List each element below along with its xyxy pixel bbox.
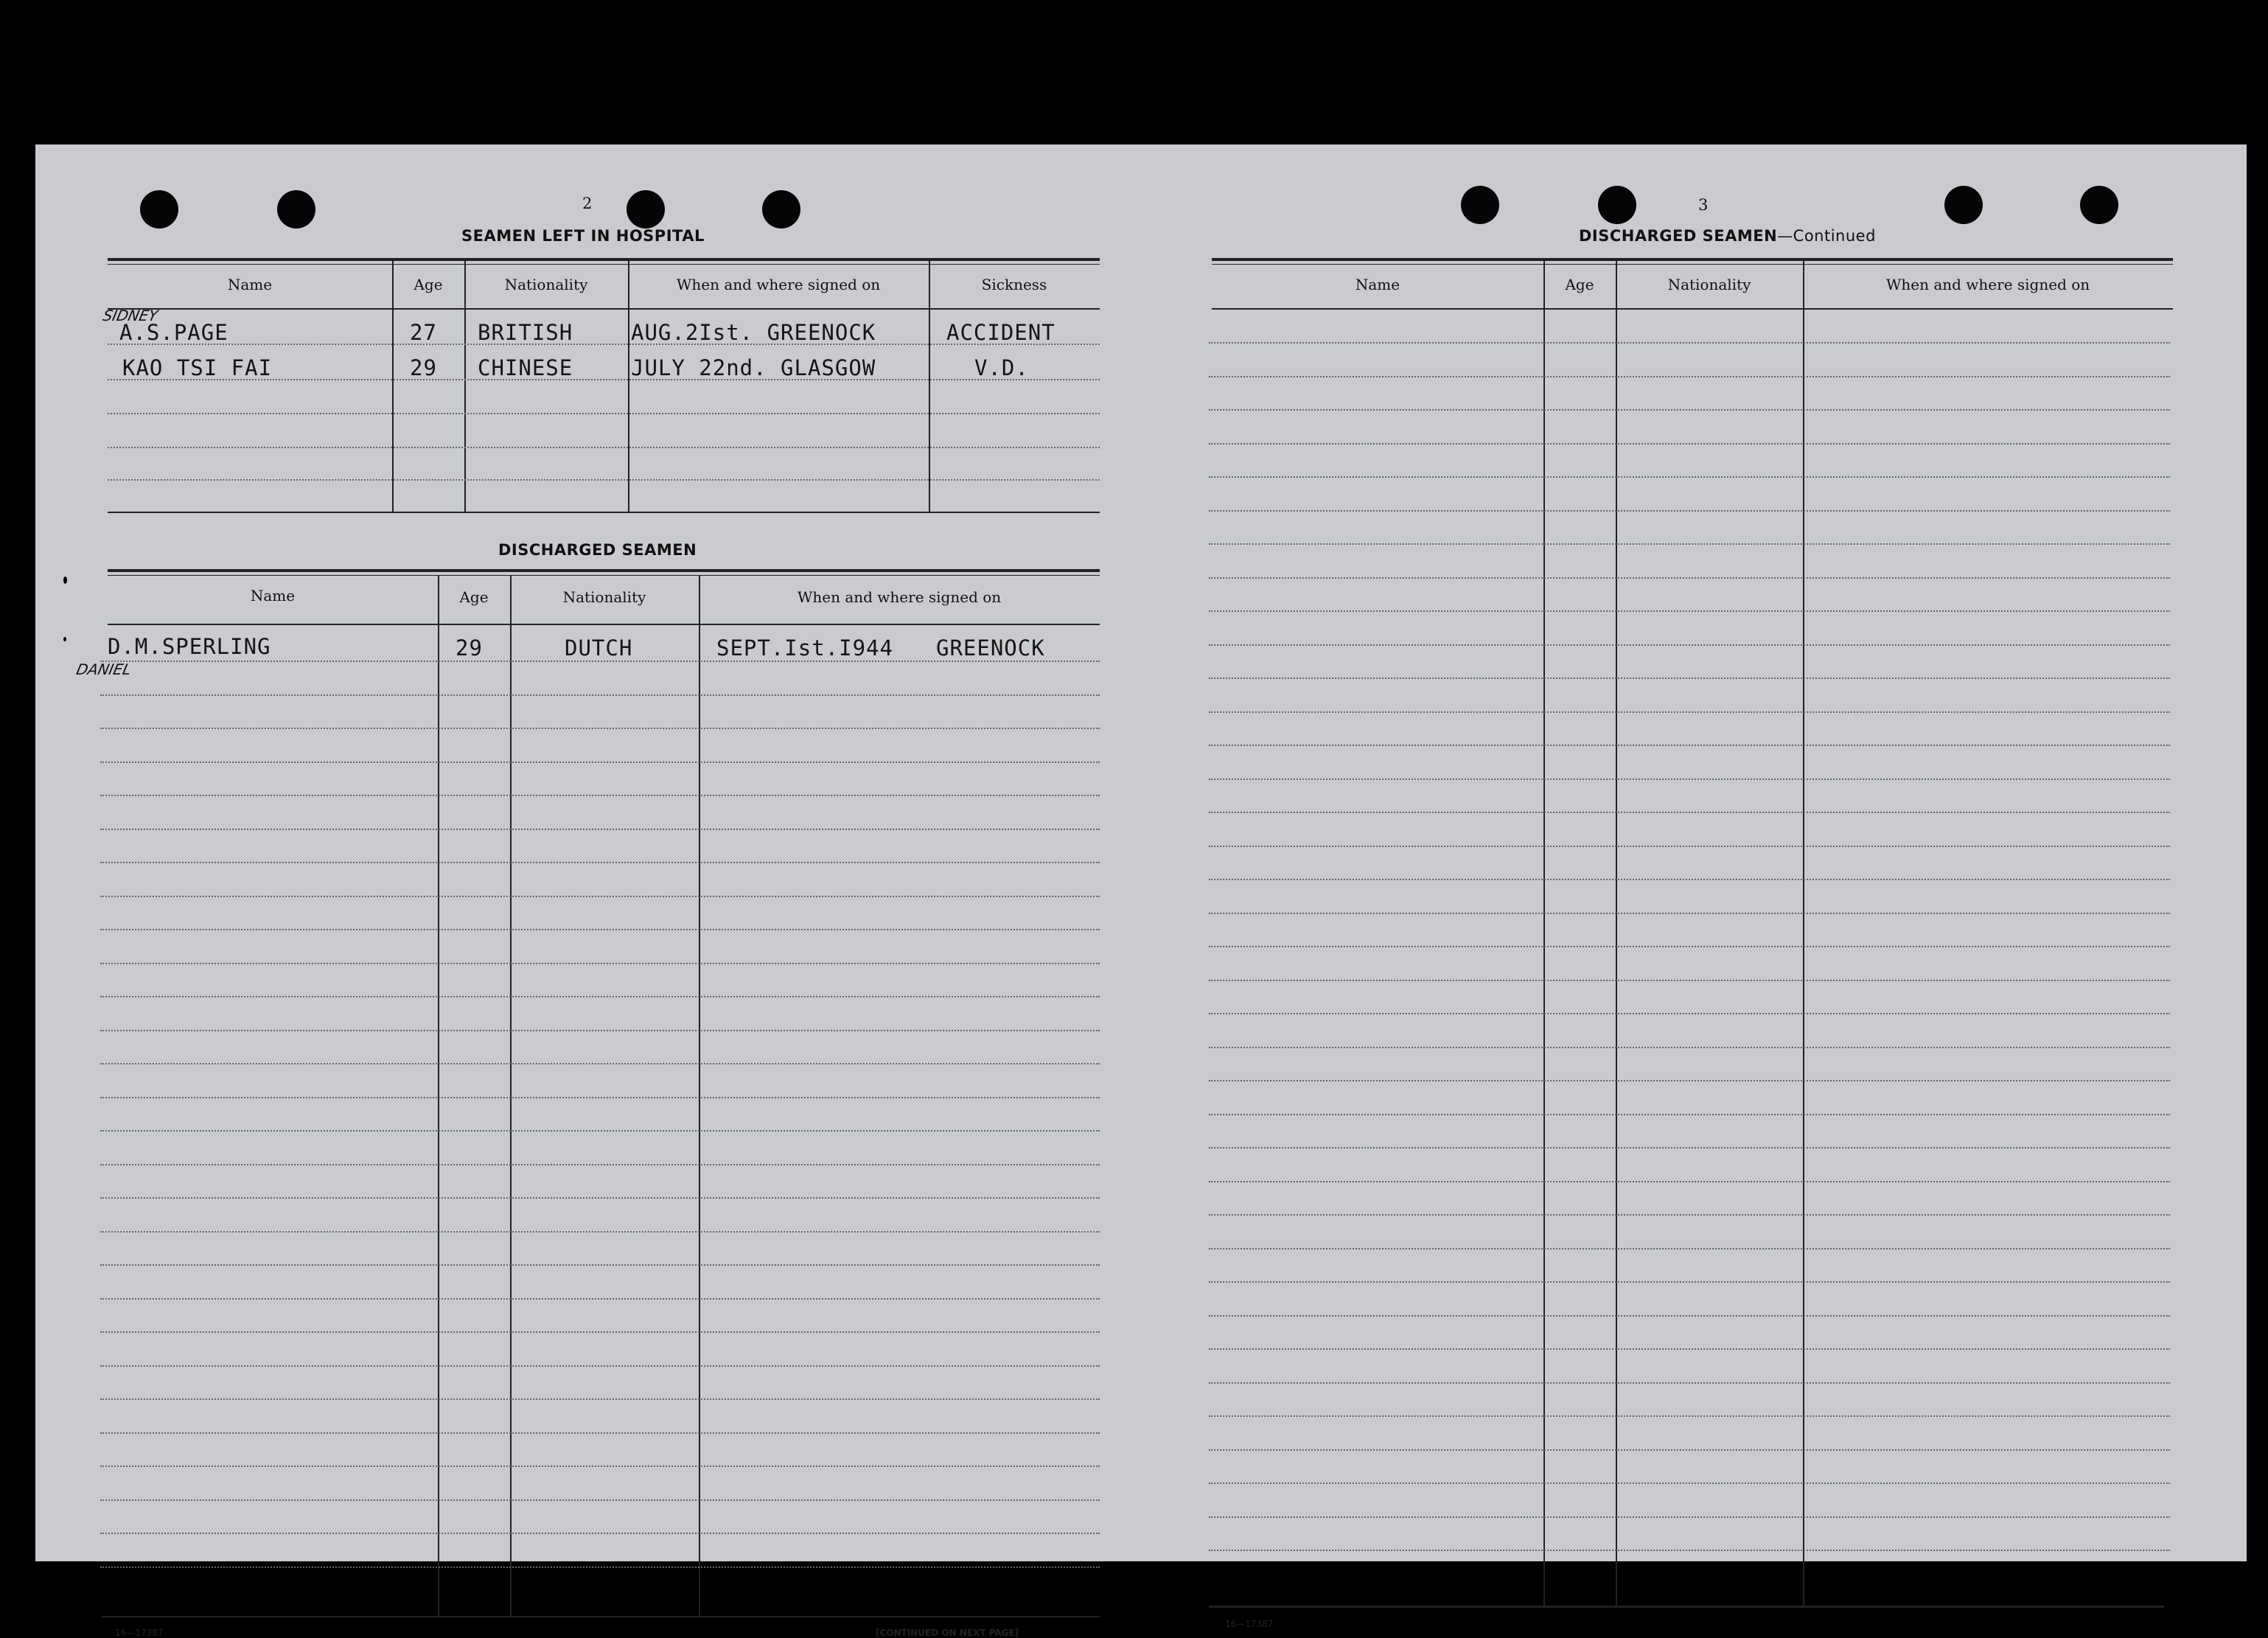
row-line bbox=[1209, 677, 2170, 679]
column-header-name: Name bbox=[227, 276, 273, 293]
row-line bbox=[100, 1298, 1100, 1300]
row-line bbox=[1209, 846, 2170, 847]
header-divider bbox=[108, 308, 1100, 310]
margin-mark bbox=[63, 576, 67, 584]
discharged-continued-title bbox=[1579, 227, 1876, 245]
table-top-rule bbox=[1212, 264, 2173, 265]
form-number: 16—17387 bbox=[115, 1628, 164, 1638]
row-line bbox=[100, 1432, 1100, 1434]
form-number: 16—17387 bbox=[1225, 1619, 1274, 1629]
row-line bbox=[100, 862, 1100, 863]
row-line bbox=[1209, 1550, 2170, 1551]
punch-hole bbox=[762, 190, 800, 229]
column-divider bbox=[628, 261, 629, 512]
column-divider bbox=[392, 261, 394, 512]
row-line bbox=[1209, 376, 2170, 377]
title-suffix: —Continued bbox=[1777, 227, 1876, 245]
table-cell-nationality: DUTCH bbox=[565, 635, 633, 661]
row-line bbox=[100, 1466, 1100, 1467]
row-line bbox=[100, 1533, 1100, 1534]
row-line bbox=[100, 728, 1100, 729]
row-line bbox=[100, 1231, 1100, 1233]
row-line bbox=[1209, 980, 2170, 981]
table-cell-nationality: BRITISH bbox=[478, 320, 573, 345]
column-divider bbox=[1543, 261, 1545, 1607]
row-line bbox=[108, 413, 1100, 414]
row-line bbox=[1209, 1348, 2170, 1350]
row-line bbox=[1209, 1482, 2170, 1484]
row-line bbox=[1209, 1382, 2170, 1384]
punch-hole bbox=[277, 190, 315, 229]
document-sheet bbox=[35, 144, 2247, 1638]
row-line bbox=[100, 762, 1100, 763]
row-line bbox=[1209, 476, 2170, 478]
row-line bbox=[100, 1331, 1100, 1333]
handwritten-first-name: SIDNEY bbox=[101, 307, 160, 324]
column-divider bbox=[438, 575, 439, 1616]
page-number: 2 bbox=[582, 195, 593, 212]
row-line bbox=[100, 795, 1100, 796]
table-cell-name: D.M.SPERLING bbox=[108, 634, 271, 659]
table-top-rule bbox=[108, 569, 1100, 572]
discharged-section-title: DISCHARGED SEAMEN bbox=[498, 541, 697, 559]
row-line bbox=[100, 1398, 1100, 1400]
row-line bbox=[100, 1264, 1100, 1266]
column-divider bbox=[1803, 261, 1804, 1607]
row-line bbox=[1209, 644, 2170, 646]
punch-hole bbox=[1598, 186, 1636, 224]
column-header-sickness: Sickness bbox=[981, 276, 1047, 293]
row-line bbox=[1209, 1214, 2170, 1216]
column-header-nationality: Nationality bbox=[1667, 276, 1751, 293]
table-cell-nationality: CHINESE bbox=[478, 355, 573, 380]
left-page bbox=[35, 144, 1141, 1638]
row-line bbox=[100, 1566, 1100, 1568]
row-line bbox=[108, 447, 1100, 448]
header-divider bbox=[108, 624, 1100, 625]
punch-hole bbox=[627, 190, 665, 229]
row-line bbox=[100, 929, 1100, 930]
row-line bbox=[1209, 1248, 2170, 1250]
row-line bbox=[1209, 1181, 2170, 1182]
row-line bbox=[1209, 409, 2170, 411]
column-header-signed-on: When and where signed on bbox=[676, 276, 881, 293]
column-divider bbox=[1616, 261, 1617, 1607]
row-line bbox=[1209, 745, 2170, 746]
page-number: 3 bbox=[1698, 196, 1709, 214]
row-line bbox=[1209, 1315, 2170, 1317]
row-line bbox=[100, 694, 1100, 696]
table-cell-signed-on: JULY 22nd. GLASGOW bbox=[631, 355, 876, 380]
title-main: DISCHARGED SEAMEN bbox=[1579, 227, 1778, 245]
table-cell-age: 27 bbox=[410, 320, 437, 345]
row-line bbox=[100, 896, 1100, 897]
continued-note: [CONTINUED ON NEXT PAGE] bbox=[876, 1628, 1019, 1638]
table-top-rule bbox=[108, 264, 1100, 265]
row-line bbox=[100, 1097, 1100, 1098]
column-divider bbox=[510, 575, 512, 1616]
table-top-rule bbox=[108, 258, 1100, 261]
table-cell-signed-on: AUG.2Ist. GREENOCK bbox=[631, 320, 876, 345]
row-line bbox=[1209, 946, 2170, 947]
row-line bbox=[1209, 711, 2170, 713]
punch-hole bbox=[1944, 186, 1983, 224]
column-header-signed-on: When and where signed on bbox=[1885, 276, 2090, 293]
handwritten-first-name: DANIEL bbox=[74, 661, 133, 678]
header-divider bbox=[1212, 308, 2173, 310]
table-bottom-rule bbox=[102, 1616, 1100, 1617]
column-header-age: Age bbox=[1565, 276, 1594, 293]
table-cell-name: A.S.PAGE bbox=[119, 320, 228, 345]
column-header-signed-on: When and where signed on bbox=[797, 588, 1002, 606]
row-line bbox=[1209, 342, 2170, 344]
table-cell-sickness: V.D. bbox=[974, 355, 1029, 380]
table-cell-name: KAO TSI FAI bbox=[122, 355, 273, 380]
column-divider bbox=[464, 261, 466, 512]
margin-mark bbox=[63, 637, 66, 641]
row-line bbox=[1209, 913, 2170, 914]
table-cell-age: 29 bbox=[410, 355, 437, 380]
row-line bbox=[1209, 1013, 2170, 1014]
row-line bbox=[1209, 577, 2170, 579]
table-bottom-rule bbox=[108, 512, 1100, 513]
row-line bbox=[100, 661, 1100, 662]
table-bottom-rule bbox=[1209, 1606, 2164, 1608]
row-line bbox=[1209, 1147, 2170, 1149]
row-line bbox=[1209, 1080, 2170, 1081]
row-line bbox=[100, 963, 1100, 964]
row-line bbox=[100, 1063, 1100, 1064]
column-header-nationality: Nationality bbox=[562, 588, 646, 606]
table-cell-age: 29 bbox=[456, 635, 483, 661]
punch-hole bbox=[140, 190, 178, 229]
row-line bbox=[100, 1499, 1100, 1501]
column-header-name: Name bbox=[250, 587, 296, 604]
row-line bbox=[1209, 1449, 2170, 1451]
row-line bbox=[1209, 1415, 2170, 1417]
row-line bbox=[1209, 443, 2170, 445]
row-line bbox=[100, 1365, 1100, 1367]
row-line bbox=[1209, 1281, 2170, 1283]
table-cell-signed-on-date: SEPT.Ist.I944 bbox=[716, 635, 893, 661]
table-cell-sickness: ACCIDENT bbox=[946, 320, 1056, 345]
row-line bbox=[1209, 510, 2170, 512]
row-line bbox=[1209, 610, 2170, 612]
row-line bbox=[108, 479, 1100, 481]
table-top-rule bbox=[108, 575, 1100, 576]
row-line bbox=[1209, 879, 2170, 880]
row-line bbox=[1209, 1516, 2170, 1518]
punch-hole bbox=[1461, 186, 1499, 224]
table-cell-signed-on-place: GREENOCK bbox=[936, 635, 1045, 661]
row-line bbox=[100, 1197, 1100, 1199]
row-line bbox=[100, 1130, 1100, 1132]
column-divider bbox=[929, 261, 930, 512]
punch-hole bbox=[2080, 186, 2118, 224]
table-top-rule bbox=[1212, 258, 2173, 261]
row-line bbox=[100, 1030, 1100, 1031]
column-header-nationality: Nationality bbox=[504, 276, 588, 293]
column-divider bbox=[699, 575, 700, 1616]
column-header-age: Age bbox=[459, 588, 489, 606]
row-line bbox=[1209, 1047, 2170, 1048]
hospital-section-title: SEAMEN LEFT IN HOSPITAL bbox=[461, 227, 705, 245]
column-header-age: Age bbox=[414, 276, 443, 293]
row-line bbox=[1209, 778, 2170, 780]
row-line bbox=[1209, 543, 2170, 545]
row-line bbox=[100, 829, 1100, 830]
right-page bbox=[1141, 144, 2247, 1629]
row-line bbox=[1209, 1114, 2170, 1115]
row-line bbox=[100, 1164, 1100, 1165]
row-line bbox=[1209, 812, 2170, 813]
row-line bbox=[100, 996, 1100, 997]
column-header-name: Name bbox=[1355, 276, 1400, 293]
